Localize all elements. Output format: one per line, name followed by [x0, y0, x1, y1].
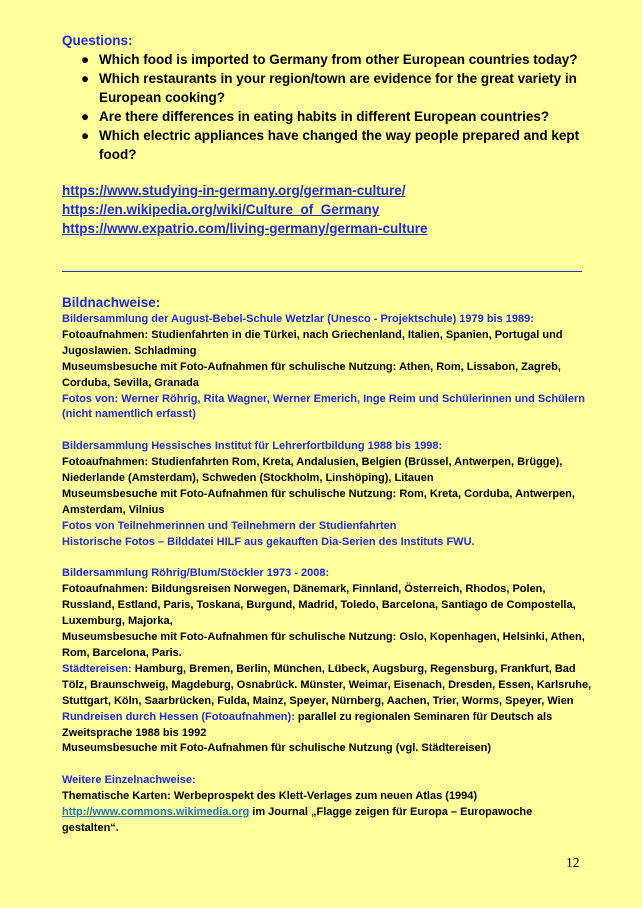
questions-list [62, 50, 592, 164]
group2-museums: Museumsbesuche mit Foto-Aufnahmen für schulische Nutzung: Rom, Kreta, Corduba, Antwerpen, Amsterdam, Vilnius [62, 487, 575, 516]
group4-journal [62, 805, 592, 837]
question-text: Are there differences in eating habits in different European countries? [99, 109, 550, 124]
group3-museums: Museumsbesuche mit Foto-Aufnahmen für schulische Nutzung: Oslo, Kopenhagen, Helsinki, Athen, Rom, Barcelona, Paris. [62, 631, 585, 659]
group2-by: Fotos von Teilnehmerinnen und Teilnehmern der Studienfahrten [62, 519, 397, 532]
bullet-icon: ● [81, 109, 90, 124]
group2-title: Bildersammlung Hessisches Institut für Lehrerfortbildung 1988 bis 1998: [62, 440, 443, 453]
questions-heading: Questions: [62, 33, 133, 48]
question-text: Which restaurants in your region/town are evidence for the great variety in European cooking? [99, 71, 577, 105]
group1-museums: Museumsbesuche mit Foto-Aufnahmen für schulische Nutzung: Athen, Rom, Lissabon, Zagreb, Corduba, Sevilla, Granada [62, 360, 561, 389]
group4-title: Weitere Einzelnachweise: [62, 774, 196, 787]
question-text: Which electric appliances have changed the way people prepared and kept food? [99, 128, 580, 162]
link-commons-wikimedia[interactable]: http://www.commons.wikimedia.org [62, 806, 250, 819]
question-item [62, 126, 592, 164]
group2-photos: Fotoaufnahmen: Studienfahrten Rom, Kreta, Andalusien, Belgien (Brüssel, Antwerpen, Brügge), Niederlande (Amsterdam), Schweden (Stockholm, Linshöping), Litauen [62, 456, 563, 485]
group4-maps: Thematische Karten: Werbeprospekt des Klett-Verlages zum neuen Atlas (1994) [62, 790, 478, 803]
link-expatrio[interactable]: https://www.expatrio.com/living-germany/german-culture [62, 221, 428, 236]
group3-tours [62, 710, 592, 742]
bullet-icon: ● [81, 71, 90, 86]
group3-title: Bildersammlung Röhrig/Blum/Stöckler 1973 - 2008: [62, 567, 330, 580]
divider [62, 271, 582, 272]
bullet-icon: ● [81, 52, 90, 67]
cities-text: Hamburg, Bremen, Berlin, München, Lübeck, Augsburg, Regensburg, Frankfurt, Bad Tölz, Braunschweig, Magdeburg, Osnabrück. Münster, Weimar, Eisenach, Dresden, Essen, Karlsruhe, Stuttgart, Köln, Saarbrücken, Fulda, Mainz, Speyer, Nürnberg, Aachen, Trier, Worms, Speyer, Wien [62, 662, 592, 707]
question-item [62, 69, 592, 107]
group1-title: Bildersammlung der August-Bebel-Schule Wetzlar (Unesco - Projektschule) 1979 bis 1989: [62, 313, 534, 325]
group3-photos: Fotoaufnahmen: Bildungsreisen Norwegen, Dänemark, Finnland, Österreich, Rhodos, Polen, Russland, Estland, Paris, Toskana, Burgund, Madrid, Toledo, Barcelona, Santiago de Compostella, Luxemburg, Majorka, [62, 583, 576, 628]
link-wikipedia[interactable]: https://en.wikipedia.org/wiki/Culture_of_Germany [62, 202, 380, 217]
link-studying-in-germany[interactable]: https://www.studying-in-germany.org/german-culture/ [62, 183, 406, 198]
group3-museums2: Museumsbesuche mit Foto-Aufnahmen für schulische Nutzung (vgl. Städtereisen) [62, 742, 492, 755]
group3-cities [62, 662, 592, 710]
group1-photos: Fotoaufnahmen: Studienfahrten in die Türkei, nach Griechenland, Italien, Spanien, Portugal und Jugoslawien. Schladming [62, 328, 563, 357]
tours-label: Rundreisen durch Hessen (Fotoaufnahmen): [62, 710, 295, 723]
page-number: 12 [566, 855, 580, 870]
group1-by: Fotos von: Werner Röhrig, Rita Wagner, Werner Emerich, Inge Reim und Schülerinnen und Schülern (nicht namentlich erfasst) [62, 392, 585, 421]
credits-section [62, 293, 592, 837]
cities-label: Städtereisen: [62, 662, 132, 675]
tours-text: parallel zu regionalen Seminaren für Deutsch als Zweitsprache 1988 bis 1992 [62, 710, 553, 739]
link-list [62, 181, 428, 238]
group2-historic: Historische Fotos – Bilddatei HILF aus gekauften Dia-Serien des Instituts FWU. [62, 535, 475, 548]
question-item [62, 107, 592, 126]
credits-heading: Bildnachweise: [62, 295, 161, 310]
question-item [62, 50, 592, 69]
question-text: Which food is imported to Germany from other European countries today? [99, 52, 578, 67]
journal-text: im Journal „Flagge zeigen für Europa – Europawoche gestalten“. [62, 806, 533, 834]
bullet-icon: ● [81, 128, 90, 143]
